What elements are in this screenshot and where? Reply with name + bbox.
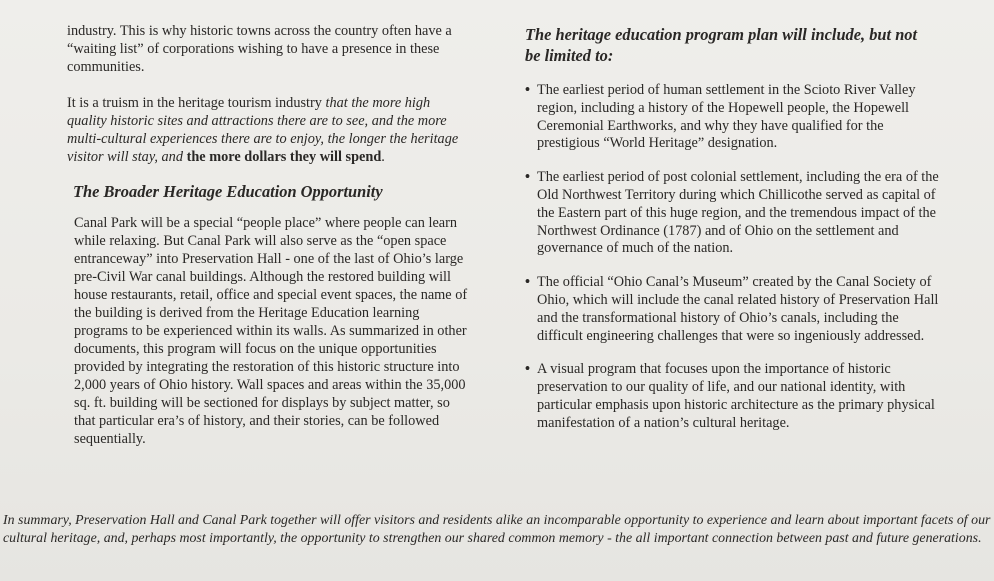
truism-bold: the more dollars they will spend <box>186 149 382 165</box>
list-item <box>525 274 945 345</box>
bullet-icon: • <box>525 361 531 378</box>
list-item-text: A visual program that focuses upon the importance of historic preservation to our quality of life, and our national identity, with particular emphasis upon historic architecture as the primary physical manifestation of a nation’s cultural heritage. <box>537 361 935 431</box>
bullet-icon: • <box>525 169 531 186</box>
bullet-icon: • <box>525 82 531 98</box>
list-item-text: The official “Ohio Canal’s Museum” created by the Canal Society of Ohio, which will include the canal related history of Preservation Hall and the transformational history of Ohio’s canals, including the difficult engineering challenges that were so ingeniously addressed. <box>537 274 939 344</box>
truism-italic: that the more high quality historic sites and attractions there are to see, and the more multi-cultural experiences there are to enjoy, the longer the heritage visitor will stay, and <box>67 95 459 165</box>
left-column <box>67 22 487 448</box>
truism-paragraph <box>67 94 462 166</box>
list-item <box>525 361 945 432</box>
bullet-icon: • <box>525 274 531 291</box>
list-item-text: The earliest period of post colonial settlement, including the era of the Old Northwest Territory during which Chillicothe served as capital of the Eastern part of this huge region, and the tremendous impact of the Northwest Ordinance (1787) and of Ohio on the settlement and governance of much of the nation. <box>537 169 939 257</box>
truism-plain: It is a truism in the heritage tourism industry <box>67 95 326 111</box>
list-item-text: The earliest period of human settlement in the Scioto River Valley region, including a history of the Hopewell people, the Hopewell Ceremonial Earthworks, and why they have qualified for the prestigious “World Heritage” designation. <box>537 82 916 152</box>
intro-paragraph: industry. This is why historic towns across the country often have a “waiting list” of corporations wishing to have a presence in these communities. <box>67 23 452 75</box>
right-column <box>525 24 945 449</box>
program-plan-heading: The heritage education program plan will include, but not be limited to: <box>525 25 918 65</box>
section-heading: The Broader Heritage Education Opportunity <box>73 182 383 201</box>
list-item <box>525 82 945 153</box>
program-list <box>525 82 945 433</box>
summary-paragraph: In summary, Preservation Hall and Canal Park together will offer visitors and residents alike an incomparable opportunity to experience and learn about important facets of our cultural heritage, and, perhaps most importantly, the opportunity to strengthen our shared common memory - the all important connection between past and future generations. <box>3 513 991 546</box>
truism-end: . <box>381 149 385 165</box>
canal-park-paragraph: Canal Park will be a special “people place” where people can learn while relaxing. But Canal Park will also serve as the “open space entranceway” into Preservation Hall - one of the last of Ohio’s large pre-Civil War canal buildings. Although the restored building will house restaurants, retail, office and special event spaces, the name of the building is derived from the Heritage Education learning programs to be experienced within its walls. As summarized in other documents, this program will focus on the unique opportunities provided by integrating the restoration of this historic structure into 2,000 years of Ohio history. Wall spaces and areas within the 35,000 sq. ft. building will be sectioned for displays by subject matter, so that particular era’s of history, and their stories, can be followed sequentially. <box>74 215 468 447</box>
list-item <box>525 169 945 258</box>
